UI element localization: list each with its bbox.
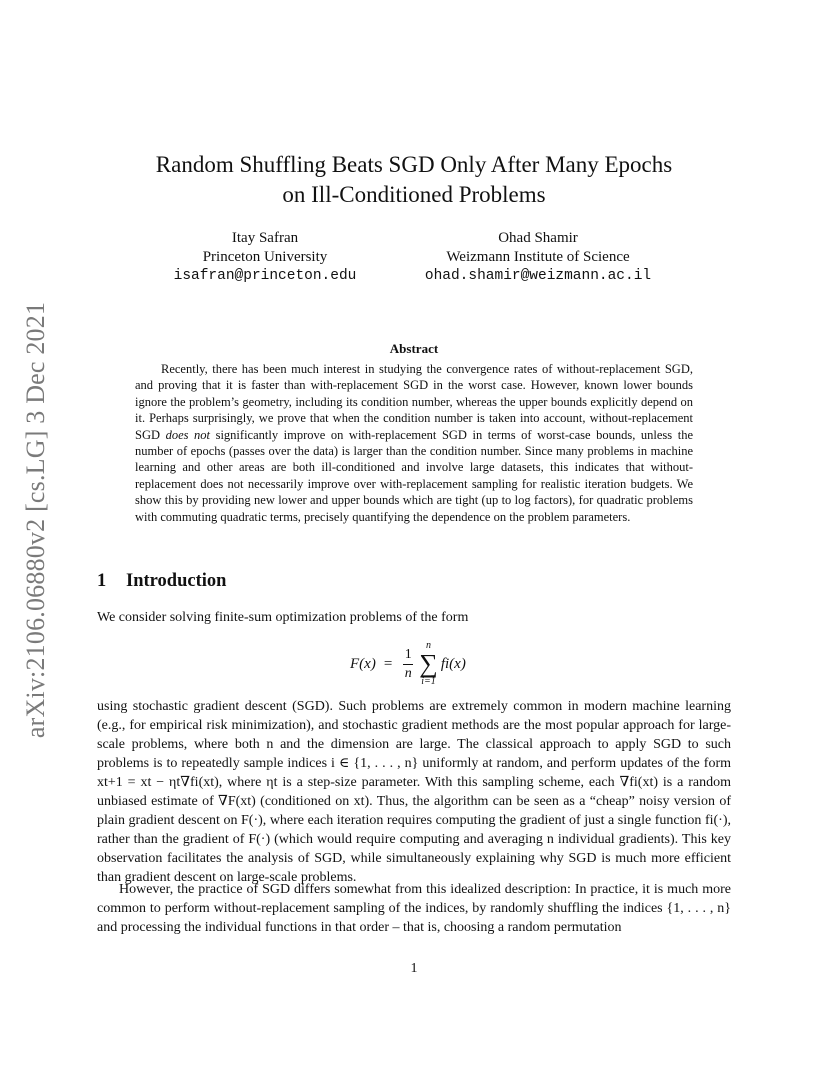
- abstract-heading: Abstract: [389, 341, 439, 356]
- section-title: Introduction: [126, 571, 227, 591]
- title-line-1: Random Shuffling Beats SGD Only After Many Epochs: [155, 152, 673, 177]
- arxiv-identifier-stamp: arXiv:2106.06880v2 [cs.LG] 3 Dec 2021: [21, 301, 50, 739]
- author-name: Ohad Shamir: [498, 230, 578, 246]
- body-paragraph-1: using stochastic gradient descent (SGD). Such problems are extremely common in modern machine learning (e.g., for empirical risk minimization), and stochastic gradient methods are the most popular approach for large-scale problems, where both n and the dimension are large. The classical approach to apply SGD to such problems is to repeatedly sample indices i ∈ {1, . . . , n} uniformly at random, and perform updates of the form xt+1 = xt − ηt∇fi(xt), where ηt is a step-size parameter. With this sampling scheme, each ∇fi(xt) is a random unbiased estimate of ∇F(xt) (conditioned on xt). Thus, the algorithm can be seen as a “cheap” noisy version of plain gradient descent on F(·), where each iteration requires computing the gradient of just a single function fi(·), rather than the gradient of F(·) (which would require computing and averaging n individual gradients). This key observation facilitates the analysis of SGD, while simultaneously explaining why SGD is much more efficient than gradient descent on large-scale problems.: [97, 699, 731, 885]
- sum-upper-limit: n: [426, 640, 432, 651]
- paper-title: [0, 150, 828, 210]
- finite-sum-equation: [350, 641, 466, 687]
- abstract-body: [135, 361, 693, 525]
- body-paragraph-2: However, the practice of SGD differs somewhat from this idealized description: In practice, it is much more common to perform without-replacement sampling of the indices, by randomly shuffling the indices {1, . . . , n} and processing the individual functions in that order – that is, choosing a random permutation: [97, 882, 731, 935]
- author-block-2: [404, 229, 672, 286]
- title-line-2: on Ill-Conditioned Problems: [282, 182, 546, 207]
- summation: [419, 641, 438, 687]
- equation-lhs: F(x): [350, 655, 376, 672]
- equation-fraction: [403, 647, 413, 682]
- fraction-bar: [403, 664, 413, 665]
- author-affiliation: Weizmann Institute of Science: [446, 249, 630, 265]
- author-affiliation: Princeton University: [202, 249, 328, 265]
- section-heading-introduction: [97, 571, 226, 592]
- author-email[interactable]: isafran@princeton.edu: [173, 268, 357, 284]
- author-block-1: [155, 229, 375, 286]
- abstract-emphasis: does not: [165, 427, 211, 442]
- section-number: 1: [97, 571, 107, 591]
- fraction-numerator: 1: [404, 646, 412, 662]
- sum-lower-limit: i=1: [421, 676, 436, 687]
- intro-sentence: We consider solving finite-sum optimization problems of the form: [97, 610, 469, 625]
- author-email[interactable]: ohad.shamir@weizmann.ac.il: [424, 268, 652, 284]
- fraction-denominator: n: [404, 665, 412, 681]
- abstract-text-part-2: significantly improve on with-replacement SGD in terms of worst-case bounds, unless the number of epochs (passes over the data) is larger than the condition number. Since many problems in machine learning and other areas are both ill-conditioned and involve large datasets, this indicates that without-replacement does not necessarily improve over with-replacement sampling for realistic iteration budgets. We show this by providing new lower and upper bounds which are tight (up to log factors), for quadratic problems with commuting quadratic terms, precisely quantifying the dependence on the problem parameters.: [135, 427, 693, 524]
- sigma-icon: ∑: [419, 649, 438, 678]
- equation-term: fi(x): [440, 655, 466, 672]
- abstract-text-part-1: Recently, there has been much interest in studying the convergence rates of without-replacement SGD, and proving that it is faster than with-replacement SGD in the worst case. However, known lower bounds ignore the problem’s geometry, including its condition number, whereas the upper bounds explicitly depend on it. Perhaps surprisingly, we prove that when the condition number is taken into account, without-replacement SGD: [135, 362, 693, 442]
- page-number: 1: [410, 961, 418, 976]
- author-name: Itay Safran: [231, 230, 299, 246]
- equation-equals: =: [383, 655, 393, 672]
